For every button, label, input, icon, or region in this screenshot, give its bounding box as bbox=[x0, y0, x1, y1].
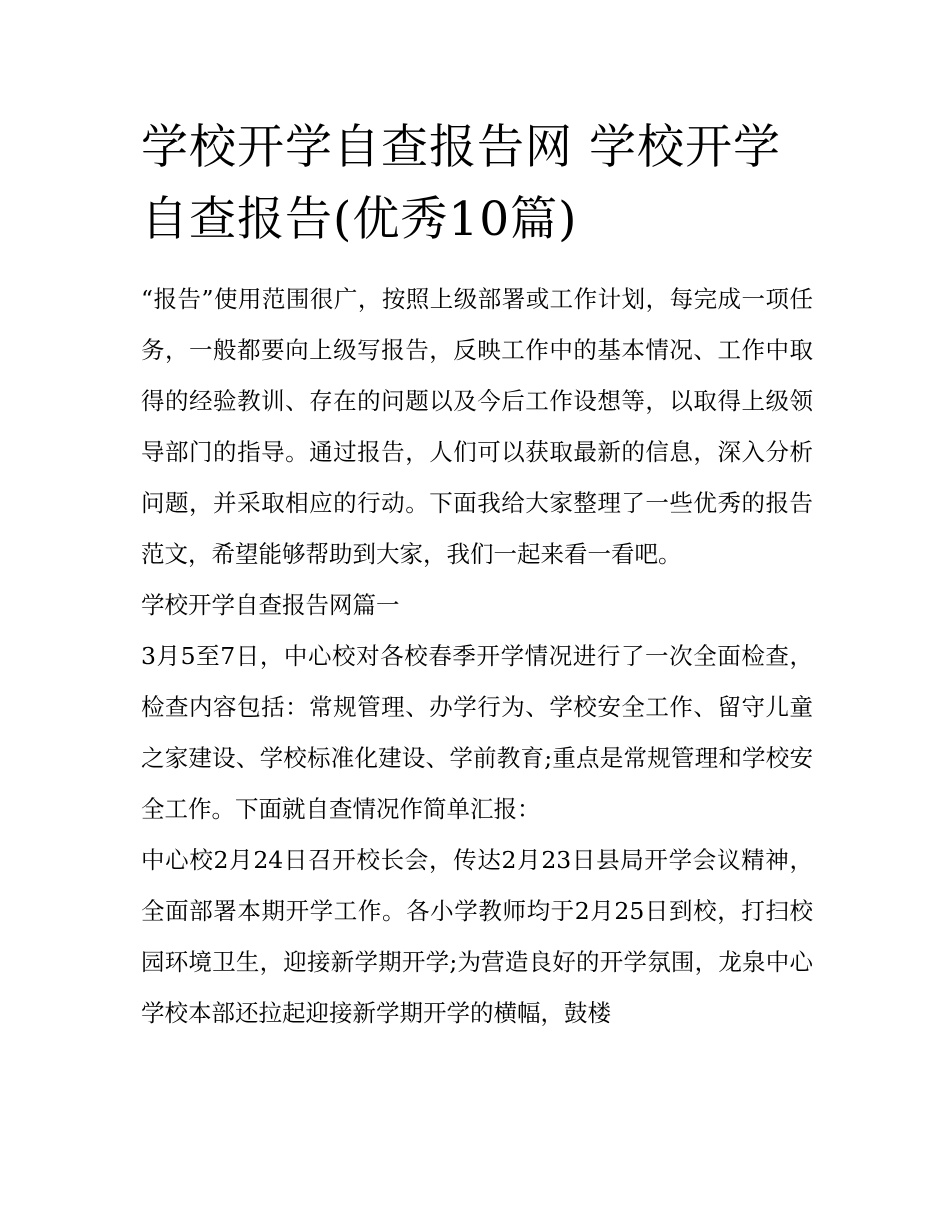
document-page bbox=[141, 112, 813, 1039]
body-paragraph-1: 3月5至7日，中心校对各校春季开学情况进行了一次全面检查，检查内容包括：常规管理、办学行为、学校安全工作、留守儿童之家建设、学校标准化建设、学前教育;重点是常规管理和学校安全工作。下面就自查情况作简单汇报： bbox=[141, 642, 813, 823]
body-paragraph-2: 中心校2月24日召开校长会，传达2月23日县局开学会议精神，全面部署本期开学工作。各小学教师均于2月25日到校，打扫校园环境卫生，迎接新学期开学;为营造良好的开学氛围，龙泉中心学校本部还拉起迎接新学期开学的横幅，鼓楼 bbox=[141, 846, 813, 1027]
intro-paragraph: “报告”使用范围很广，按照上级部署或工作计划，每完成一项任务，一般都要向上级写报告，反映工作中的基本情况、工作中取得的经验教训、存在的问题以及今后工作设想等，以取得上级领导部门的指导。通过报告，人们可以获取最新的信息，深入分析问题，并采取相应的行动。下面我给大家整理了一些优秀的报告范文，希望能够帮助到大家，我们一起来看一看吧。 bbox=[141, 285, 813, 568]
section-heading: 学校开学自查报告网篇一 bbox=[141, 591, 400, 619]
document-title: 学校开学自查报告网 学校开学自查报告(优秀10篇) bbox=[141, 120, 781, 247]
